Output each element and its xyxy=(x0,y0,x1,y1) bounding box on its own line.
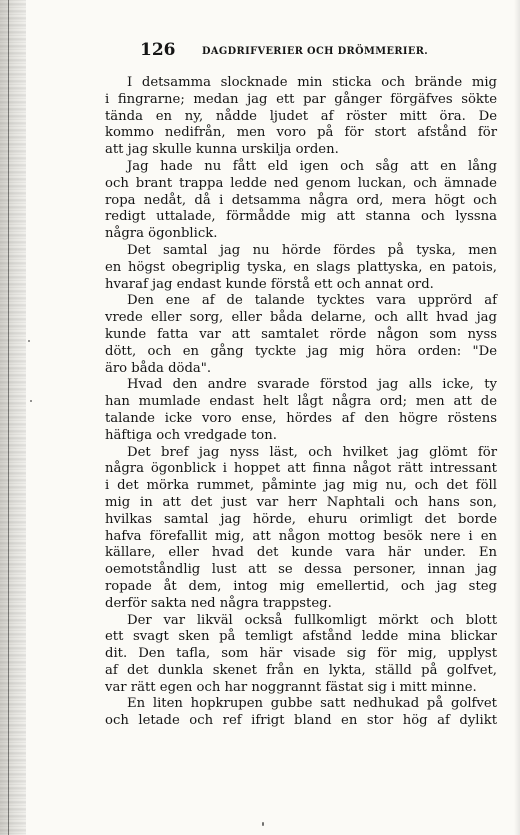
paper-speck xyxy=(30,400,32,402)
page-gutter xyxy=(0,0,26,835)
text-line: mig in att det just var herr Naphtali och hans son, xyxy=(105,494,497,510)
text-line: af det dunkla skenet från en lykta, ställd på golfvet, xyxy=(105,662,497,678)
text-line: äro båda döda". xyxy=(105,360,212,376)
text-line: några ögonblick i hoppet att finna något rätt intressant xyxy=(105,461,497,477)
text-line: och letade och ref ifrigt bland en stor hög af dylikt xyxy=(105,713,497,729)
text-line: dit. Den tafla, som här visade sig för mig, upplyst xyxy=(105,646,497,662)
text-line: var rätt egen och har noggrannt fästat sig i mitt minne. xyxy=(105,679,477,695)
text-line: att jag skulle kunna urskilja orden. xyxy=(105,142,339,158)
text-line: hvilkas samtal jag hörde, ehuru orimligt det borde xyxy=(105,511,497,527)
text-line: Den ene af de talande tycktes vara upprörd af xyxy=(127,293,497,309)
page-header xyxy=(140,40,485,62)
text-line: han mumlade endast helt lågt några ord; men att de xyxy=(105,394,497,410)
text-line: källare, eller hvad det kunde vara här under. En xyxy=(105,545,497,561)
text-line: Det samtal jag nu hörde fördes på tyska, men xyxy=(127,242,497,258)
text-line: I detsamma slocknade min sticka och brände mig xyxy=(127,75,497,90)
text-line: En liten hopkrupen gubbe satt nedhukad på golfvet xyxy=(127,696,497,712)
text-line: talande icke voro ense, hördes af den högre röstens xyxy=(105,410,497,426)
body-text xyxy=(105,75,497,730)
text-line: Der var likväl också fullkomligt mörkt och blott xyxy=(127,612,497,628)
text-line: Hvad den andre svarade förstod jag alls icke, ty xyxy=(127,377,497,393)
page-edge-shadow xyxy=(514,0,520,835)
text-line: hafva förefallit mig, att någon mottog besök nere i en xyxy=(105,528,497,544)
gutter-line xyxy=(8,0,9,835)
text-line: tända en ny, nådde ljudet af röster mitt öra. De xyxy=(105,108,497,124)
text-line: Jag hade nu fått eld igen och såg att en lång xyxy=(127,158,497,174)
text-line: derför sakta ned några trappsteg. xyxy=(105,595,332,611)
text-line: ropade åt dem, intog mig emellertid, och jag steg xyxy=(105,578,497,594)
running-title: DAGDRIFVERIER OCH DRÖMMERIER. xyxy=(202,46,429,57)
paper-speck xyxy=(262,822,264,826)
text-line: häftiga och vredgade ton. xyxy=(105,427,277,443)
text-line: kunde fatta var att samtalet rörde någon som nyss xyxy=(105,326,497,342)
text-line: kommo nedifrån, men voro på för stort afstånd för xyxy=(105,125,497,141)
text-line: vrede eller sorg, eller båda delarne, och allt hvad jag xyxy=(105,310,497,326)
text-line: Det bref jag nyss läst, och hvilket jag glömt för xyxy=(127,444,497,460)
text-line: redigt uttalade, förmådde mig att stanna och lyssna xyxy=(105,209,497,225)
paper-speck xyxy=(28,340,30,342)
text-line: en högst obegriplig tyska, en slags plattyska, en patois, xyxy=(105,259,497,275)
text-line: i det mörka rummet, påminte jag mig nu, och det föll xyxy=(105,478,497,494)
text-line: och brant trappa ledde ned genom luckan, och ämnade xyxy=(105,175,497,191)
text-line: i fingrarne; medan jag ett par gånger förgäfves sökte xyxy=(105,91,497,107)
text-line: några ögonblick. xyxy=(105,226,218,242)
text-line: ett svagt sken på temligt afstånd ledde mina blickar xyxy=(105,629,497,645)
page-number: 126 xyxy=(140,40,176,60)
text-line: oemotståndlig lust att se dessa personer, innan jag xyxy=(105,562,497,578)
text-line: hvaraf jag endast kunde förstå ett och annat ord. xyxy=(105,276,434,292)
text-line: ropa nedåt, då i detsamma några ord, mera högt och xyxy=(105,192,497,208)
text-line: dött, och en gång tyckte jag mig höra orden: "De xyxy=(105,343,497,359)
